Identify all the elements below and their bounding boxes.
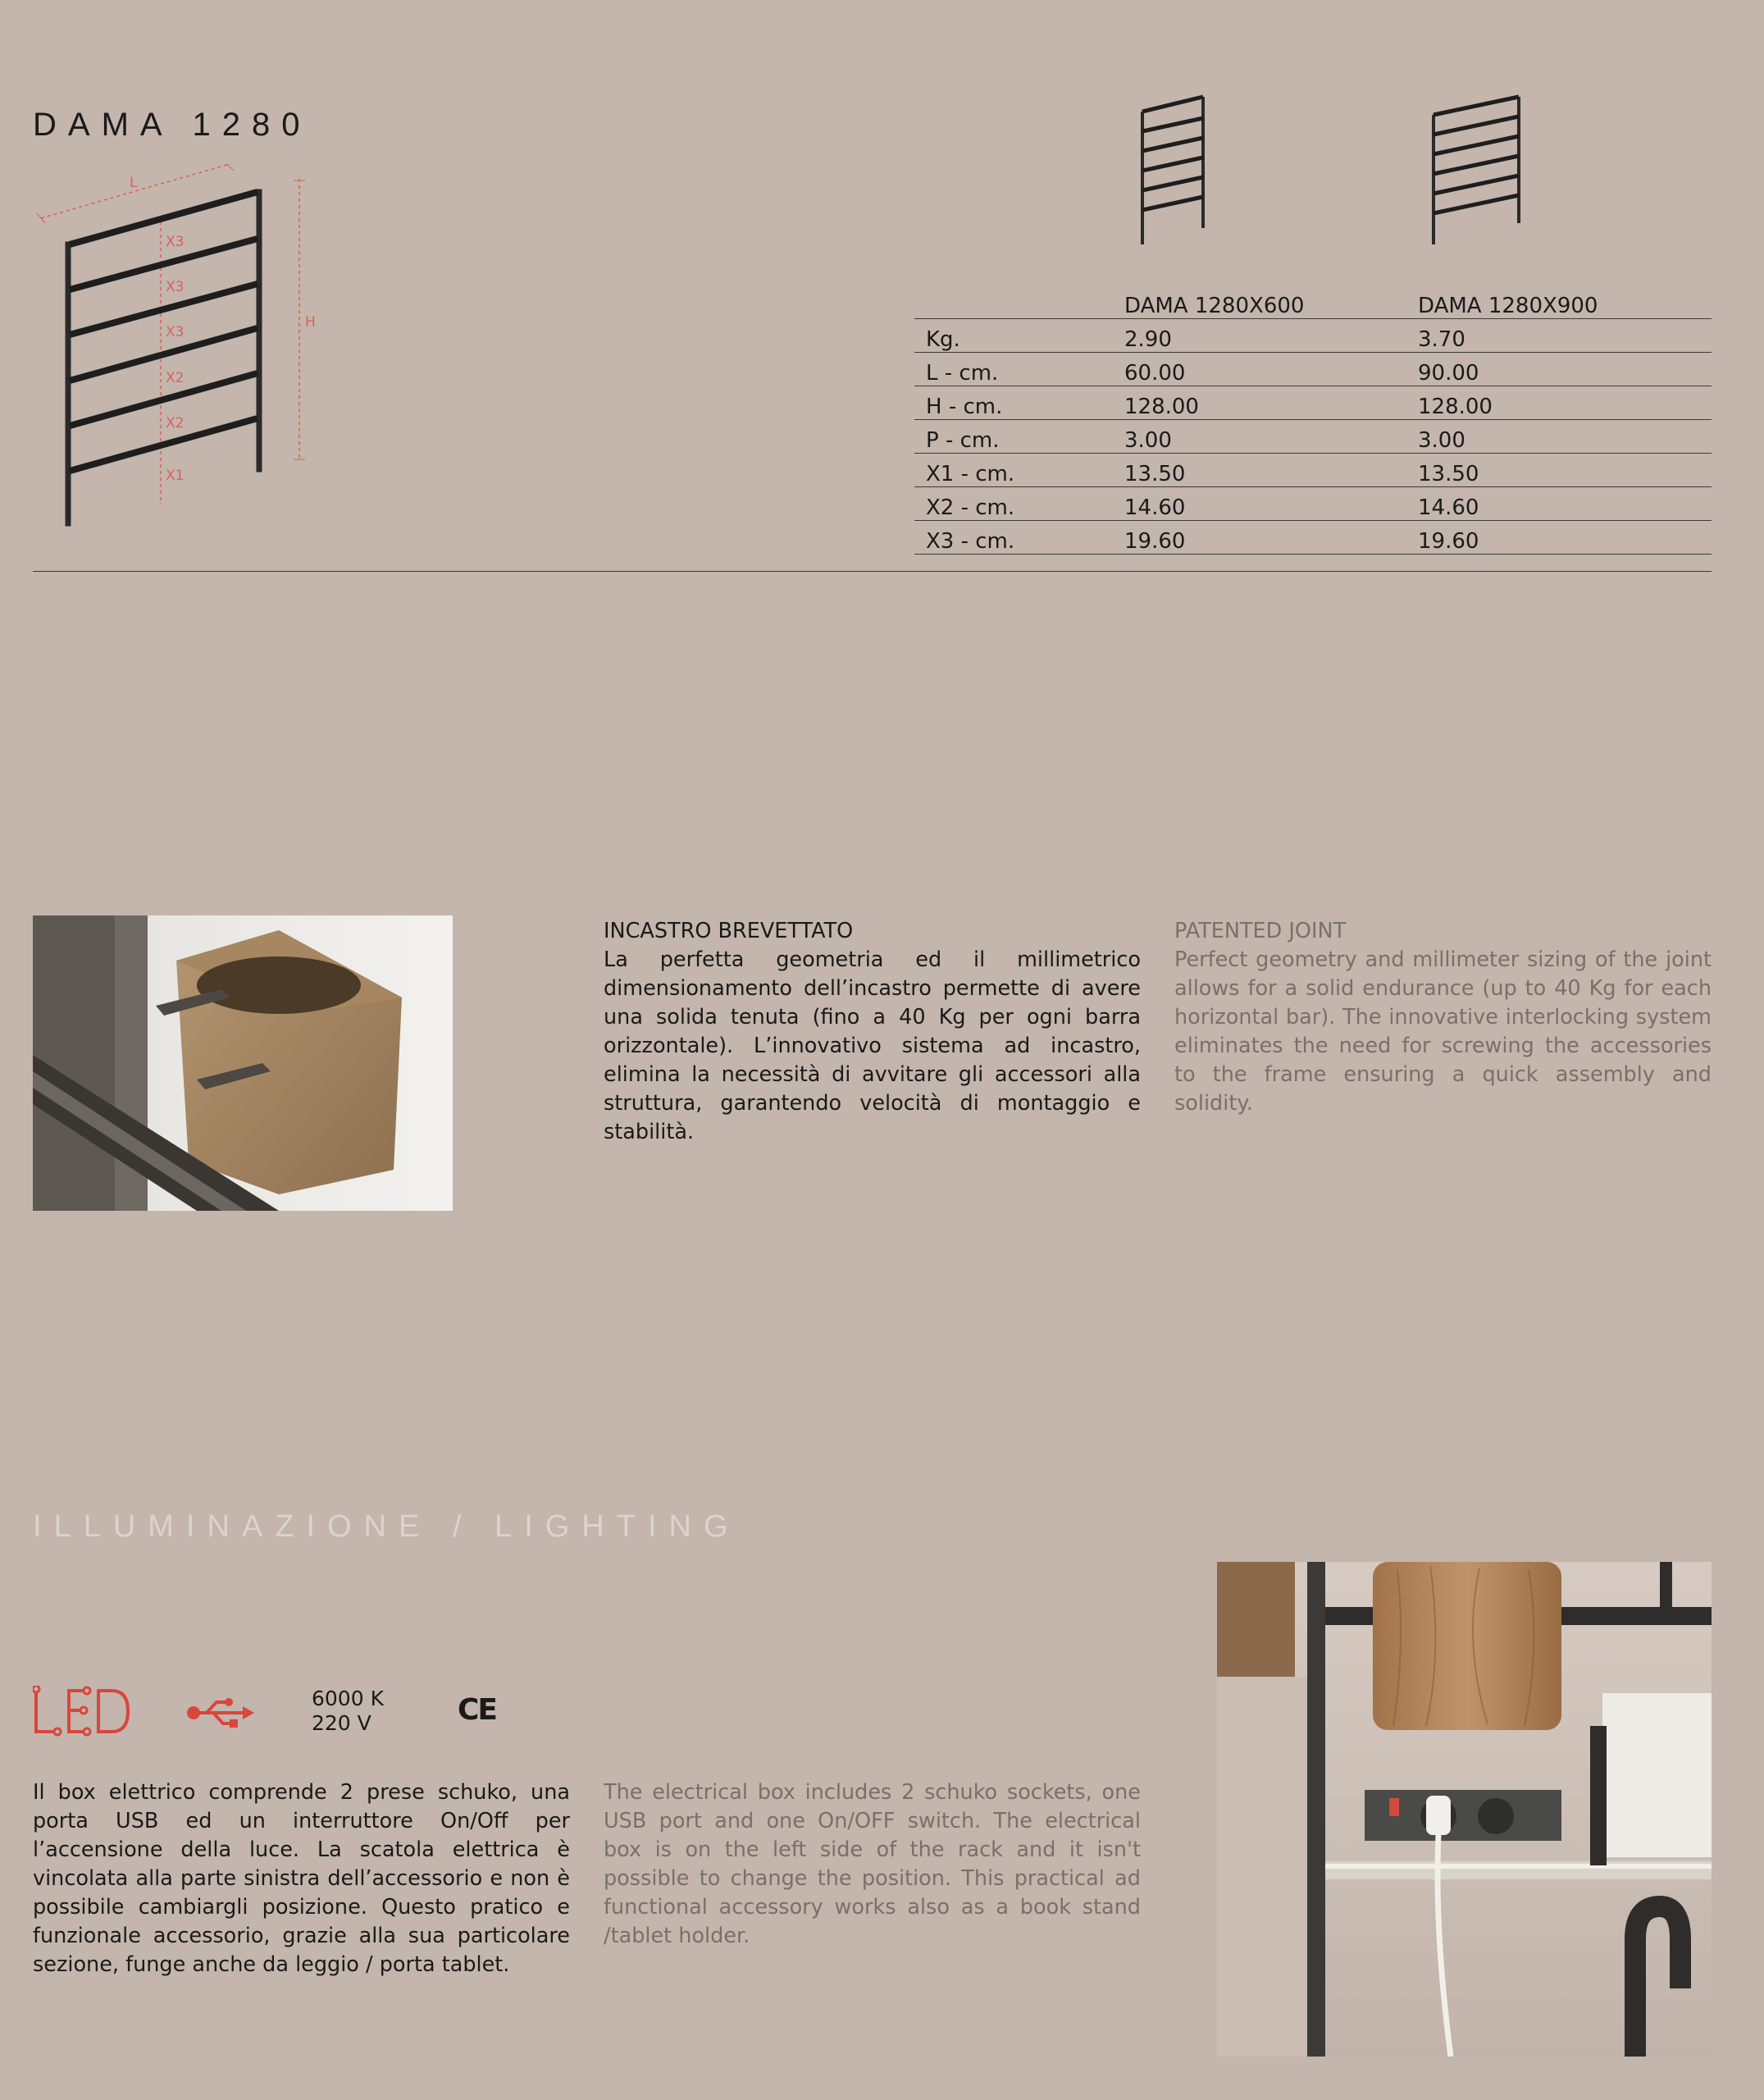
table-cell: 19.60 (1418, 521, 1712, 555)
section-divider (33, 571, 1712, 572)
diagram-label-x2: X2 (166, 415, 185, 431)
spec-table (914, 287, 1712, 555)
table-cell: X1 - cm. (914, 454, 1124, 487)
joint-title-it: INCASTRO BREVETTATO (604, 919, 854, 943)
table-cell: 13.50 (1418, 454, 1712, 487)
table-header-row (914, 287, 1712, 319)
joint-text-it: La perfetta geometria ed il millimetrico dimensionamento dell’incastro permette di avere una solida tenuta (fino a 40 Kg per ogni barra orizzontale). L’innovativo sistema ad incastro, elimina la necessità di avvitare gli accessori alla struttura, garantendo velocità di montaggio e stabilità. (604, 947, 1141, 1144)
rack-600-icon (1136, 92, 1210, 248)
joint-photo (33, 915, 453, 1211)
rack-dimension-diagram (33, 164, 328, 533)
usb-icon (185, 1696, 256, 1729)
table-row (914, 454, 1712, 487)
table-cell: 3.00 (1418, 420, 1712, 454)
diagram-label-h: H (305, 314, 316, 331)
table-cell: X2 - cm. (914, 487, 1124, 521)
lighting-specs (312, 1687, 384, 1736)
table-header (914, 287, 1124, 319)
table-cell: 14.60 (1418, 487, 1712, 521)
table-cell: 90.00 (1418, 353, 1712, 386)
diagram-label-l: L (130, 175, 138, 191)
table-cell: P - cm. (914, 420, 1124, 454)
page-title: DAMA 1280 (33, 107, 312, 143)
table-cell: 128.00 (1124, 386, 1418, 420)
table-row (914, 353, 1712, 386)
table-cell: 60.00 (1124, 353, 1418, 386)
table-row (914, 319, 1712, 353)
lighting-text-en: The electrical box includes 2 schuko sockets, one USB port and one On/OFF switch. The electrical box is on the left side of the rack and it isn't possible to change the position. This practical ad functional accessory works also as a book stand /tablet holder. (604, 1780, 1141, 1948)
lighting-section-title: ILLUMINAZIONE / LIGHTING (33, 1509, 741, 1544)
table-cell: L - cm. (914, 353, 1124, 386)
table-cell: H - cm. (914, 386, 1124, 420)
diagram-label-x3: X3 (166, 324, 185, 340)
table-cell: X3 - cm. (914, 521, 1124, 555)
table-row (914, 386, 1712, 420)
electrical-box-photo (1217, 1562, 1712, 2057)
table-row (914, 487, 1712, 521)
joint-text-en: Perfect geometry and millimeter sizing of the joint allows for a solid endurance (up to 40 Kg for each horizontal bar). The innovative interlocking system eliminates the need for screwing the accessories to the frame ensuring a quick assembly and solidity. (1174, 947, 1712, 1116)
joint-title-en: PATENTED JOINT (1174, 919, 1347, 943)
table-cell: 19.60 (1124, 521, 1418, 555)
table-row (914, 420, 1712, 454)
diagram-label-x3: X3 (166, 279, 185, 295)
voltage: 220 V (312, 1711, 371, 1735)
led-logo (33, 1686, 133, 1737)
diagram-label-x1: X1 (166, 468, 185, 484)
table-header: DAMA 1280X900 (1418, 294, 1598, 318)
lighting-text-it: Il box elettrico comprende 2 prese schuko, una porta USB ed un interruttore On/Off per l’accensione della luce. La scatola elettrica è vincolata alla parte sinistra dell’accessorio e non è possibile cambiargli posizione. Questo pratico e funzionale accessorio, grazie alla sua particolare sezione, funge anche da leggio / porta tablet. (33, 1780, 570, 1977)
table-cell: 3.70 (1418, 319, 1712, 353)
table-cell: 2.90 (1124, 319, 1418, 353)
rack-900-icon (1427, 92, 1525, 248)
table-cell: 3.00 (1124, 420, 1418, 454)
table-cell: 13.50 (1124, 454, 1418, 487)
table-header: DAMA 1280X600 (1124, 294, 1305, 318)
table-cell: Kg. (914, 319, 1124, 353)
color-temperature: 6000 K (312, 1687, 384, 1710)
diagram-label-x3: X3 (166, 234, 185, 250)
table-cell: 128.00 (1418, 386, 1712, 420)
ce-mark: CE (458, 1693, 497, 1727)
diagram-label-x2: X2 (166, 370, 185, 386)
table-cell: 14.60 (1124, 487, 1418, 521)
table-row (914, 521, 1712, 555)
